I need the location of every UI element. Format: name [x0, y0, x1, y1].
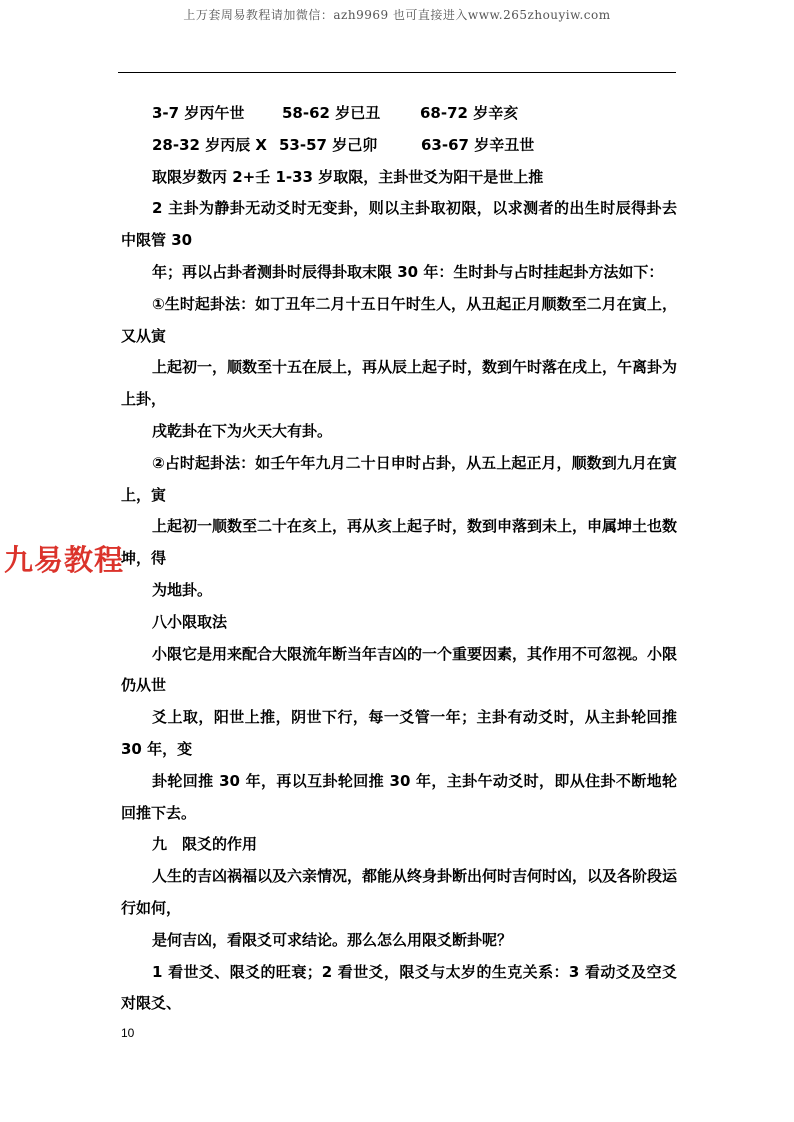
age-range-cell: 58-62 岁已丑 [282, 104, 381, 122]
paragraph: 爻上取，阳世上推，阴世下行，每一爻管一年；主卦有动爻时，从主卦轮回推 30 年，变 [121, 708, 677, 758]
paragraph: 1 看世爻、限爻的旺衰；2 看世爻，限爻与太岁的生克关系：3 看动爻及空爻对限爻、 [121, 962, 677, 1013]
page-number: 10 [121, 1026, 135, 1040]
header-promo-text: 上万套周易教程请加微信：azh9969 也可直接进入www.265zhouyiw.com [183, 8, 611, 22]
age-range-cell: 28-32 岁丙辰 X [152, 135, 267, 154]
header-divider [118, 72, 676, 73]
paragraph: 为地卦。 [152, 580, 213, 599]
age-range-cell: 63-67 岁辛丑世 [421, 135, 535, 154]
paragraph: 是何吉凶，看限爻可求结论。那么怎么用限爻断卦呢？ [152, 930, 513, 949]
paragraph: ①生时起卦法：如丁丑年二月十五日午时生人，从丑起正月顺数至二月在寅上，又从寅 [121, 294, 677, 345]
section-heading: 九 限爻的作用 [152, 835, 258, 854]
paragraph: 取限岁数丙 2+壬 1-33 岁取限，主卦世爻为阳干是世上推 [152, 167, 544, 186]
age-range-row [121, 98, 677, 130]
paragraph: 上起初一顺数至二十在亥上，再从亥上起子时，数到申落到未上，申属坤土也数坤，得 [121, 517, 678, 568]
paragraph: 上起初一，顺数至十五在辰上，再从辰上起子时，数到午时落在戌上，午离卦为上卦， [121, 358, 678, 409]
paragraph: 2 主卦为静卦无动爻时无变卦，则以主卦取初限，以求测者的出生时辰得卦去中限管 30 [121, 199, 677, 250]
age-range-cell: 3-7 岁丙午世 [152, 104, 245, 122]
paragraph: 年；再以占卦者测卦时辰得卦取末限 30 年：生时卦与占时挂起卦方法如下： [152, 262, 664, 281]
age-range-cell: 53-57 岁己卯 [279, 135, 378, 154]
paragraph: 人生的吉凶祸福以及六亲情况，都能从终身卦断出何时吉何时凶，以及各阶段运行如何， [121, 867, 678, 917]
paragraph: 戌乾卦在下为火天大有卦。 [152, 421, 333, 440]
age-range-cell: 68-72 岁辛亥 [420, 104, 519, 122]
paragraph: ②占时起卦法：如壬午年九月二十日申时占卦，从五上起正月，顺数到九月在寅上，寅 [121, 453, 677, 504]
section-heading: 八小限取法 [152, 612, 228, 631]
paragraph: 小限它是用来配合大限流年断当年吉凶的一个重要因素，其作用不可忽视。小限仍从世 [121, 644, 678, 695]
document-body [121, 98, 677, 1020]
watermark-logo: 九易教程 [4, 543, 125, 577]
age-range-row [121, 130, 677, 162]
paragraph: 卦轮回推 30 年，再以互卦轮回推 30 年，主卦午动爻时，即从住卦不断地轮回推下去。 [121, 771, 677, 822]
